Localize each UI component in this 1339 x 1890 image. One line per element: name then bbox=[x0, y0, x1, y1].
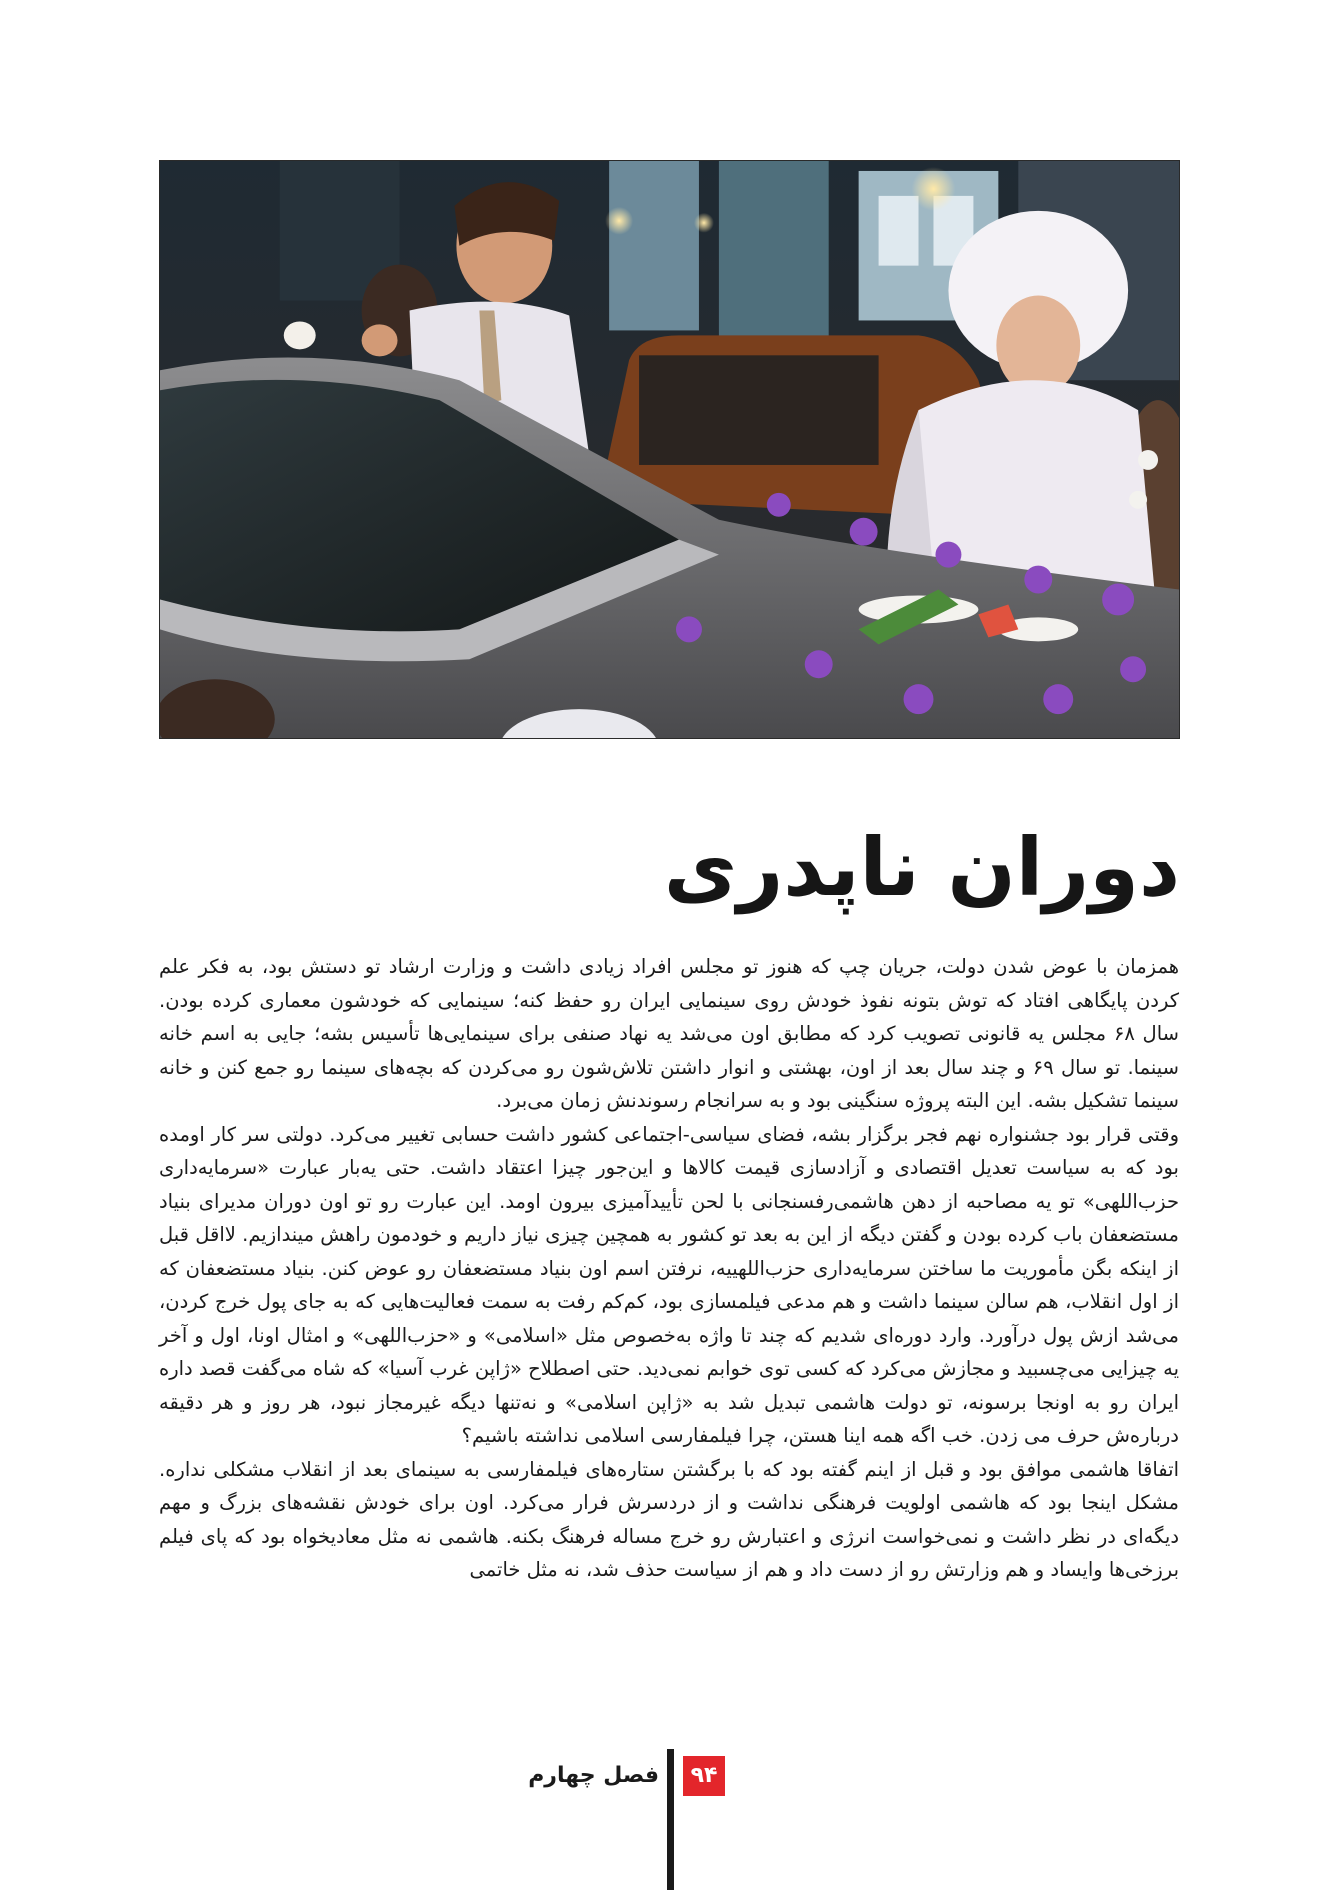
chapter-label: فصل چهارم bbox=[528, 1763, 659, 1788]
page-number: ۹۴ bbox=[683, 1756, 725, 1796]
paragraph: اتفاقا هاشمی موافق بود و قبل از اینم گفته بود که با برگشتن ستاره‌های فیلمفارسی به سینمای بعد از انقلاب مشکلی نداره. مشکل اینجا بود که هاشمی اولویت فرهنگی نداشت و از دردسرش فرار می‌کرد. اون برای خودش نقشه‌های بزرگ و مهم دیگه‌ای در نظر داشت و نمی‌خواست انرژی و اعتبارش رو خرج مساله فرهنگ بکنه. هاشمی نه مثل معادیخواه بود که پای فیلم برزخی‌ها وایساد و هم وزارتش رو از دست داد و هم از سیاست حذف شد، نه مثل خاتمی bbox=[159, 1457, 1179, 1581]
article-body bbox=[159, 950, 1179, 1587]
footer-divider bbox=[667, 1749, 674, 1890]
article-title: دوران ناپدری bbox=[663, 821, 1180, 914]
paragraph: وقتی قرار بود جشنواره نهم فجر برگزار بشه، فضای سیاسی-اجتماعی کشور داشت حسابی تغییر می‌کرد. دولتی سر کار اومده بود که به سیاست تعدیل اقتصادی و آزادسازی قیمت کالاها و این‌جور چیزا اعتقاد داشت. حتی یه‌بار عبارت «سرمایه‌داری حزب‌اللهی» تو یه مصاحبه از دهن هاشمی‌رفسنجانی با لحن تأییدآمیزی بیرون اومد. این عبارت رو تو اون دوران مدیرای بنیاد مستضعفان باب کرده بودن و گفتن دیگه از این به بعد تو کشور به همچین چیزی نیاز داریم و خودمون راهش میندازیم. لااقل قبل از اینکه بگن مأموریت ما ساختن سرمایه‌داری حزب‌اللهییه، نرفتن اسم اون بنیاد مستضعفان رو عوض کنن. بنیاد مستضعفان که از اول انقلاب، هم سالن سینما داشت و هم مدعی فیلمسازی بود، کم‌کم رفت به سمت فعالیت‌هایی که به جای پول خرج کردن، می‌شد ازش پول درآورد. وارد دوره‌ای شدیم که چند تا واژه به‌خصوص مثل «اسلامی» و «حزب‌اللهی» و امثال اونا، اول و آخر یه چیزایی می‌چسبید و مجازش می‌کرد که کسی توی خوابم نمی‌دید. حتی اصطلاح «ژاپن غرب آسیا» که شاه می‌گفت قصد داره ایران رو به اونجا برسونه، تو دولت هاشمی تبدیل شد به «ژاپن اسلامی» و نه‌تنها دیگه غیرمجاز نبود، هر روز و هر دقیقه درباره‌ش حرف می زدن. خب اگه همه اینا هستن، چرا فیلمفارسی اسلامی نداشته باشیم؟ bbox=[159, 1122, 1179, 1447]
paragraph: همزمان با عوض شدن دولت، جریان چپ که هنوز تو مجلس افراد زیادی داشت و وزارت ارشاد تو دستش بود، به فکر علم کردن پایگاهی افتاد که توش بتونه نفوذ خودش روی سینمایی ایران رو حفظ کنه؛ سینمایی که خودشون معماری کرده بودن. سال ۶۸ مجلس یه قانونی تصویب کرد که مطابق اون می‌شد یه نهاد صنفی برای سینمایی‌ها تأسیس بشه؛ جایی به اسم خانه سینما. تو سال ۶۹ و چند سال بعد از اون، بهشتی و انوار داشتن تلاش‌شون رو می‌کردن که بچه‌های سینما رو جمع کنن و خانه سینما تشکیل بشه. این البته پروژه سنگینی بود و به سرانجام رسوندنش زمان می‌برد. bbox=[159, 955, 1179, 1112]
wedding-photo bbox=[159, 160, 1180, 739]
